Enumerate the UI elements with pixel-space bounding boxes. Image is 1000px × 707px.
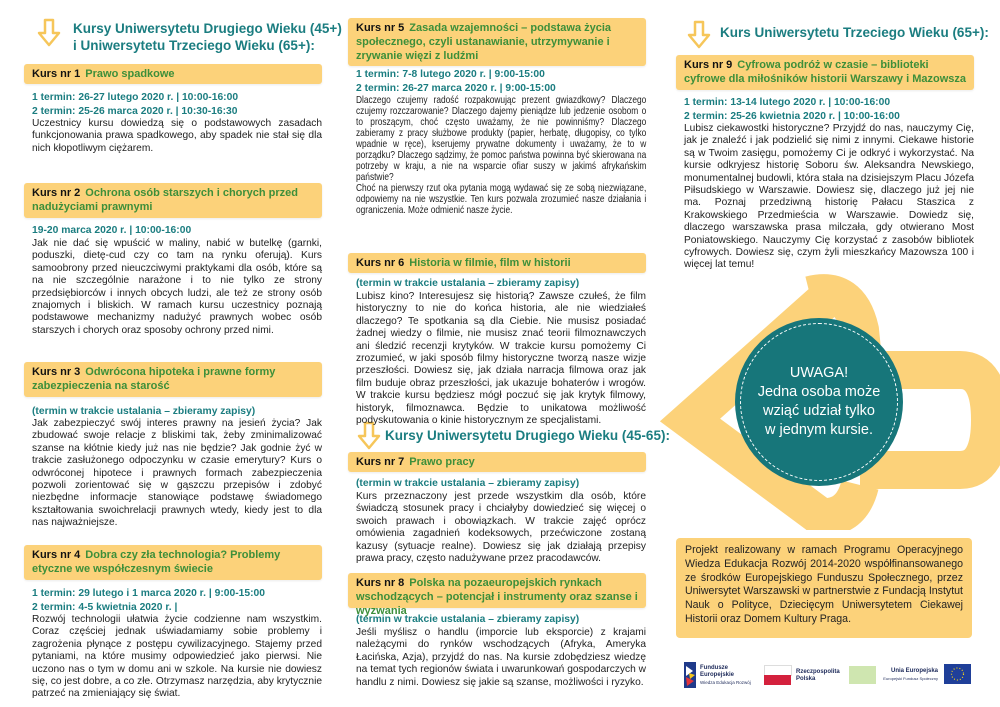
date-line: 2 termin: 25-26 marca 2020 r. | 10:30-16:30 [32, 105, 238, 117]
course-number: Kurs nr 2 [32, 187, 81, 199]
course-1-dates [32, 91, 322, 118]
course-number: Kurs nr 3 [32, 366, 81, 378]
course-title: Ochrona osób starszych i chorych przed nadużyciami prawnymi [32, 187, 299, 213]
logo-text: Rzeczpospolita [796, 669, 840, 675]
date-line: 1 termin: 7-8 lutego 2020 r. | 9:00-15:00 [356, 69, 545, 80]
date-line: (termin w trakcie ustalania – zbieramy zapisy) [356, 278, 580, 289]
course-title: Polska na pozaeuropejskich rynkach wschodzących – potencjał i instrumenty oraz szanse i wyzwania [356, 577, 638, 617]
course-4-description: Rozwój technologii ułatwia życie codzienne nam wszystkim. Coraz częściej jednak uświadamiamy sobie problemy i zagrożenia płynące z postępu cywilizacyjnego. Stajemy przed pytaniami, na które musimy odpowiedzieć jako pierwsi. Nie uczono nas o tym w domu ani w szkole. Na kursie nie dowiesz się, co jest dobre, a co złe. Otrzymasz narzędzia, aby krytycznie patrzeć na zmieniający się świat. [32, 614, 322, 700]
section-header-45-65plus [73, 20, 342, 54]
course-title: Dobra czy zła technologia? Problemy etyczne we współczesnym świecie [32, 549, 281, 575]
logo-text: Wiedza Edukacja Rozwój [700, 680, 751, 685]
course-title: Prawo spadkowe [85, 68, 175, 80]
notice-line: wziąć udział tylko [762, 403, 875, 419]
section-header-45-65: Kursy Uniwersytetu Drugiego Wieku (45-65): [385, 428, 670, 443]
notice-line: Jedna osoba może [757, 384, 881, 400]
notice-circle [735, 318, 903, 486]
paragraph: Choć na pierwszy rzut oka pytania mogą wydawać się ze sobą niezwiązane, odpowiemy na nie wszystkie. Ten kurs pozwala zrozumieć nasze działania i ograniczenia. Może odmienić nasze życie. [356, 183, 647, 216]
rzeczpospolita-polska-logo [764, 665, 844, 687]
course-number: Kurs nr 1 [32, 68, 81, 80]
fundusze-europejskie-logo [684, 662, 754, 688]
course-number: Kurs nr 4 [32, 549, 81, 561]
notice-line: w jednym kursie. [765, 422, 873, 438]
course-4-dates [32, 587, 322, 614]
date-line: 2 termin: 26-27 marca 2020 r. | 9:00-15:00 [356, 82, 556, 94]
course-9-description: Lubisz ciekawostki historyczne? Przyjdź do nas, nauczymy Cię, jak je znaleźć i jak podzielić się nimi z innymi. Ciekawe historie są w Twoim zasięgu, pomożemy Ci je odkryć i wykorzystać. Na kursie odkryjesz historię Soboru św. Aleksandra Newskiego, monumentalnej budowli, która stała na dzisiejszym Placu Józefa Piłsudskiego w Warszawie. Dowiesz się, dlaczego już jej nie ma. Poznaj przedziwną historię Pałacu Staszica z Krakowskiego Przedmieścia w Warszawie. Dowiedz się, dlaczego warszawska prasa milczała, gdy otwierano Most Poniatowskiego. Nauczymy Cię korzystać z zasobów bibliotek cyfrowych. Dowiesz się, czym żyli mieszkańcy Mazowsza 100 i więcej lat temu! [684, 123, 974, 271]
date-line: 1 termin: 13-14 lutego 2020 r. | 10:00-16:00 [684, 97, 891, 108]
course-3-dates [32, 405, 322, 419]
logo-text: Unia Europejska [890, 668, 938, 674]
course-number: Kurs nr 6 [356, 257, 405, 269]
date-line: 1 termin: 26-27 lutego 2020 r. | 10:00-16:00 [32, 92, 239, 103]
logo-text: Polska [796, 676, 816, 682]
date-line: (termin w trakcie ustalania – zbieramy zapisy) [32, 406, 256, 417]
logo-text: Europejski Fundusz Społeczny [883, 676, 938, 681]
course-2-description: Jak nie dać się wpuścić w maliny, nabić w butelkę (garnki, poduszki, dietę-cud czy co tam na rynku oferują). Kurs samoobrony przed nieuczciwymi praktykami dla osób, które są na nie szczególnie narażone i to nie tylko ze strony przedsiębiorców i innych obcych ludzi, ale też ze strony osób znajomych i bliskich. W ramach kursu uczestnicy poznają podstawowe mechanizmy nadużyć prawnych wobec osób starszych i chorych oraz sposoby ochrony przed nimi. [32, 238, 322, 336]
logo-text: Europejskie [700, 672, 735, 678]
course-2-title-bar [24, 183, 322, 218]
course-6-dates [356, 277, 646, 291]
course-title: Prawo pracy [409, 456, 475, 468]
course-5-description [356, 95, 646, 216]
course-3-title-bar [24, 362, 322, 397]
header-line: i Uniwersytetu Trzeciego Wieku (65+): [73, 38, 315, 53]
arrow-down-icon [36, 18, 62, 48]
course-8-title-bar [348, 573, 646, 617]
logo-text: Fundusze [700, 665, 728, 671]
fe-logo-mark-icon [684, 662, 696, 688]
course-7-dates [356, 477, 646, 491]
course-1-title-bar [24, 64, 322, 84]
header-line: Kursy Uniwersytetu Drugiego Wieku (45+) [73, 21, 342, 36]
date-line: 2 termin: 4-5 kwietnia 2020 r. | [32, 601, 178, 613]
course-9-dates [684, 96, 974, 123]
course-number: Kurs nr 9 [684, 59, 733, 71]
arrow-down-icon [686, 20, 712, 50]
course-title: Odwrócona hipoteka i prawne formy zabezpieczenia na starość [32, 366, 276, 392]
course-title: Historia w filmie, film w historii [409, 257, 571, 269]
course-7-description: Kurs przeznaczony jest przede wszystkim dla osób, które świadczą stosunek pracy i chciałyby dowiedzieć się więcej o swoich prawach i obowiązkach. W trakcie zajęć oprócz omówienia zagadnień kodeksowych, przećwiczone zostaną kazusy (sytuacje realne). Dowiesz się jak działają przepisy prawa pracy, często nadużywane przez pracodawców. [356, 491, 646, 565]
date-line: 19-20 marca 2020 r. | 10:00-16:00 [32, 225, 192, 236]
date-line: (termin w trakcie ustalania – zbieramy zapisy) [356, 614, 580, 625]
course-title: Zasada wzajemności – podstawa życia społecznego, czyli ustanawianie, utrzymywanie i zrywanie więzi z ludźmi [356, 22, 612, 62]
course-6-description: Lubisz kino? Interesujesz się historią? Zawsze czułeś, że film historyczny to nie do końca historia, ale nie wiedziałeś dlaczego? Te spotkania są dla Ciebie. Nie musisz posiadać żadnej wiedzy o filmie, nie musisz znać teorii filmoznawczych ani śledzić recenzji krytyków. W trakcie kursu pomożemy Ci zrozumieć, w jaki sposób filmy historyczne tworzą nasze wizje przeszłości. Dowiesz się, jak działa narracja filmowa oraz jak film buduje obraz przeszłości, jak ukazuje bohaterów i wrogów. W trakcie kursu będziesz mógł poczuć się jak krytyk filmowy, historyk, filmoznawca. Będzie to unikatowa możliwość podyskutowania o kinie historycznym ze specjalistami. [356, 291, 646, 427]
course-6-title-bar [348, 253, 646, 273]
course-number: Kurs nr 8 [356, 577, 405, 589]
course-3-description: Jak zabezpieczyć swój interes prawny na jesień życia? Jak zbudować swoje relacje z bliskimi tak, żeby zminimalizować szanse na kłótnie kiedy już nas nie będzie? Jak godnie żyć w trakcie zasłużonego odpoczynku w czasie emerytury? Kurs o odwróconej hipotece i prawnych formach zabezpieczenia pozwoli zorientować się w gąszczu przepisów i zdobyć niezbędne informacje stanowiące podstawę świadomego kształtowania swoichrelacji prawnych wtedy, kiedy jest to dla nas najważniejsze. [32, 418, 322, 529]
course-number: Kurs nr 5 [356, 22, 405, 34]
paragraph: Dlaczego czujemy radość rozpakowując prezent gwiazdkowy? Dlaczego czujemy rozczarowanie? Dlaczego dajemy pieniądze lub jedzenie osobom o to proszącym, choć często uważamy, że nie powinniśmy? Dlaczego zabieramy z pracy służbowe produkty (papier, herbatę, długopisy, co tylko wpadnie w ręce), kserujemy prywatne dokumenty i uważamy, że to w porządku? Dlaczego sądzimy, że pomoc państwa powinna być skierowana na potrzeby w kraju, a nie na wsparcie ofiar suszy w jakimś afrykańskim państwie? [356, 95, 647, 183]
date-line: (termin w trakcie ustalania – zbieramy zapisy) [356, 478, 580, 489]
course-8-description: Jeśli myślisz o handlu (imporcie lub eksporcie) z krajami należącymi do rynków wschodzących (Afryka, Ameryka Łacińska, Azja), przyjdź do nas. Na kursie zdobędziesz wiedzę na temat tych regionów świata i uwarunkowań gospodarczych w handlu z nimi. Dowiesz się jakie są szanse, możliwości i ryzyko. [356, 627, 646, 688]
course-title: Cyfrowa podróż w czasie – biblioteki cyfrowe dla miłośników historii Warszawy i Mazowsza [684, 59, 966, 85]
course-5-dates [356, 68, 646, 95]
section-header-65plus: Kurs Uniwersytetu Trzeciego Wieku (65+): [720, 25, 989, 40]
course-1-description: Uczestnicy kursu dowiedzą się o podstawowych zasadach funkcjonowania prawa spadkowego, aby spadek nie stał się dla nich kłopotliwym ciężarem. [32, 118, 322, 154]
eu-flag-icon [944, 664, 971, 684]
project-funding-note: Projekt realizowany w ramach Programu Operacyjnego Wiedza Edukacja Rozwój 2014-2020 współfinansowanego ze środków Europejskiego Funduszu Społecznego, przez Uniwersytet Warszawski w partnerstwie z Fundacją Instytut Nauk o Polityce, Dziecięcym Uniwersytetem Ciekawej Historii oraz Domem Kultury Praga. [676, 538, 972, 638]
partner-logo [849, 666, 876, 684]
course-4-title-bar [24, 545, 322, 580]
unia-europejska-logo [880, 664, 975, 688]
date-line: 1 termin: 29 lutego i 1 marca 2020 r. | 9:00-15:00 [32, 588, 265, 599]
date-line: 2 termin: 25-26 kwietnia 2020 r. | 10:00-16:00 [684, 110, 900, 122]
course-9-title-bar [676, 55, 974, 90]
course-2-dates [32, 224, 322, 238]
course-7-title-bar [348, 452, 646, 472]
course-5-title-bar [348, 18, 646, 66]
course-number: Kurs nr 7 [356, 456, 405, 468]
notice-line: UWAGA! [789, 365, 849, 381]
